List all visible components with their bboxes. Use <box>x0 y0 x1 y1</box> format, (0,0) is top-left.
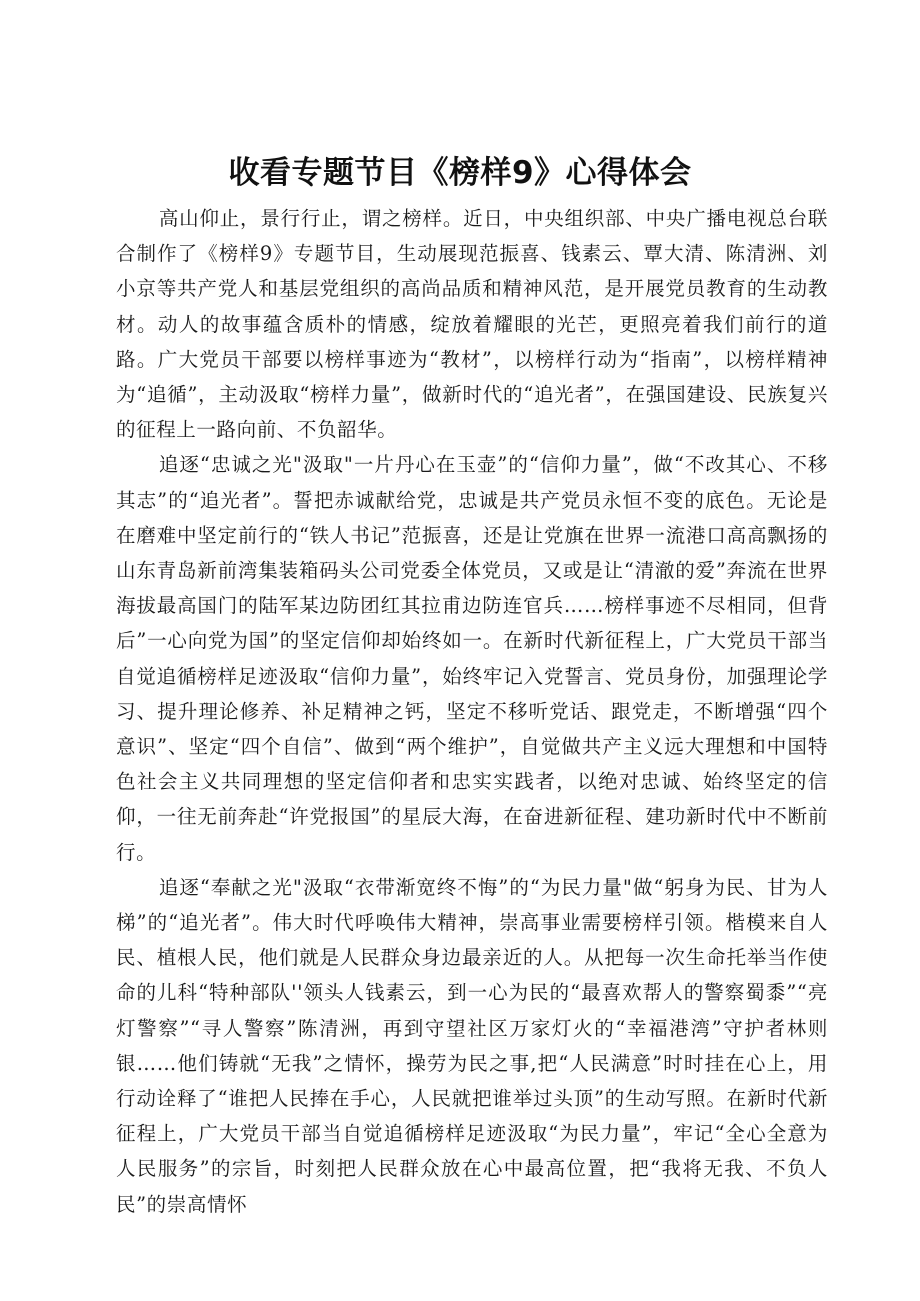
document-body <box>116 201 828 1222</box>
paragraph-loyalty: 追逐“忠诚之光"汲取"一片丹心在玉壶”的“信仰力量”，做“不改其心、不移其志”的“追光者”。誓把赤诚献给党，忠诚是共产党员永恒不变的底色。无论是在磨难中坚定前行的“铁人书记”范振喜，还是让党旗在世界一流港口高高飘扬的山东青岛新前湾集装箱码头公司党委全体党员，又或是让“清澈的爱”奔流在世界海拔最高国门的陆军某边防团红其拉甫边防连官兵……榜样事迹不尽相同，但背后”一心向党为国”的坚定信仰却始终如一。在新时代新征程上，广大党员干部当自觉追循榜样足迹汲取“信仰力量”，始终牢记入党誓言、党员身份，加强理论学习、提升理论修养、补足精神之钙，坚定不移听党话、跟党走，不断增强“四个意识”、坚定“四个自信”、做到“两个维护”，自觉做共产主义远大理想和中国特色社会主义共同理想的坚定信仰者和忠实实践者，以绝对忠诚、始终坚定的信仰，一往无前奔赴“许党报国”的星辰大海，在奋进新征程、建功新时代中不断前行。 <box>116 453 828 864</box>
paragraph-intro: 高山仰止，景行行止，谓之榜样。近日，中央组织部、中央广播电视总台联合制作了《榜样9》专题节目，生动展现范振喜、钱素云、覃大清、陈清洲、刘小京等共产党人和基层党组织的高尚品质和精神风范，是开展党员教育的生动教材。动人的故事蕴含质朴的情感，绽放着耀眼的光芒，更照亮着我们前行的道路。广大党员干部要以榜样事迹为“教材”，以榜样行动为“指南”，以榜样精神为“追循”，主动汲取“榜样力量”，做新时代的“追光者”，在强国建设、民族复兴的征程上一路向前、不负韶华。 <box>116 207 828 442</box>
paragraph-dedication: 追逐“奉献之光"汲取“衣带渐宽终不悔”的“为民力量"做“躬身为民、甘为人梯”的“追光者”。伟大时代呼唤伟大精神，崇高事业需要榜样引领。楷模来自人民、植根人民，他们就是人民群众身边最亲近的人。从把每一次生命托举当作使命的儿科“特种部队''领头人钱素云，到一心为民的“最喜欢帮人的警察蜀黍”“亮灯警察”“寻人警察”陈清洲，再到守望社区万家灯火的“幸福港湾”守护者林则银……他们铸就“无我”之情怀，操劳为民之事,把“人民满意”时时挂在心上，用行动诠释了“谁把人民捧在手心，人民就把谁举过头顶”的生动写照。在新时代新征程上，广大党员干部当自觉追循榜样足迹汲取“为民力量”，牢记“全心全意为人民服务”的宗旨，时刻把人民群众放在心中最高位置，把“我将无我、不负人民”的崇高情怀 <box>116 875 828 1216</box>
document-title: 收看专题节目《榜样9》心得体会 <box>228 154 692 191</box>
